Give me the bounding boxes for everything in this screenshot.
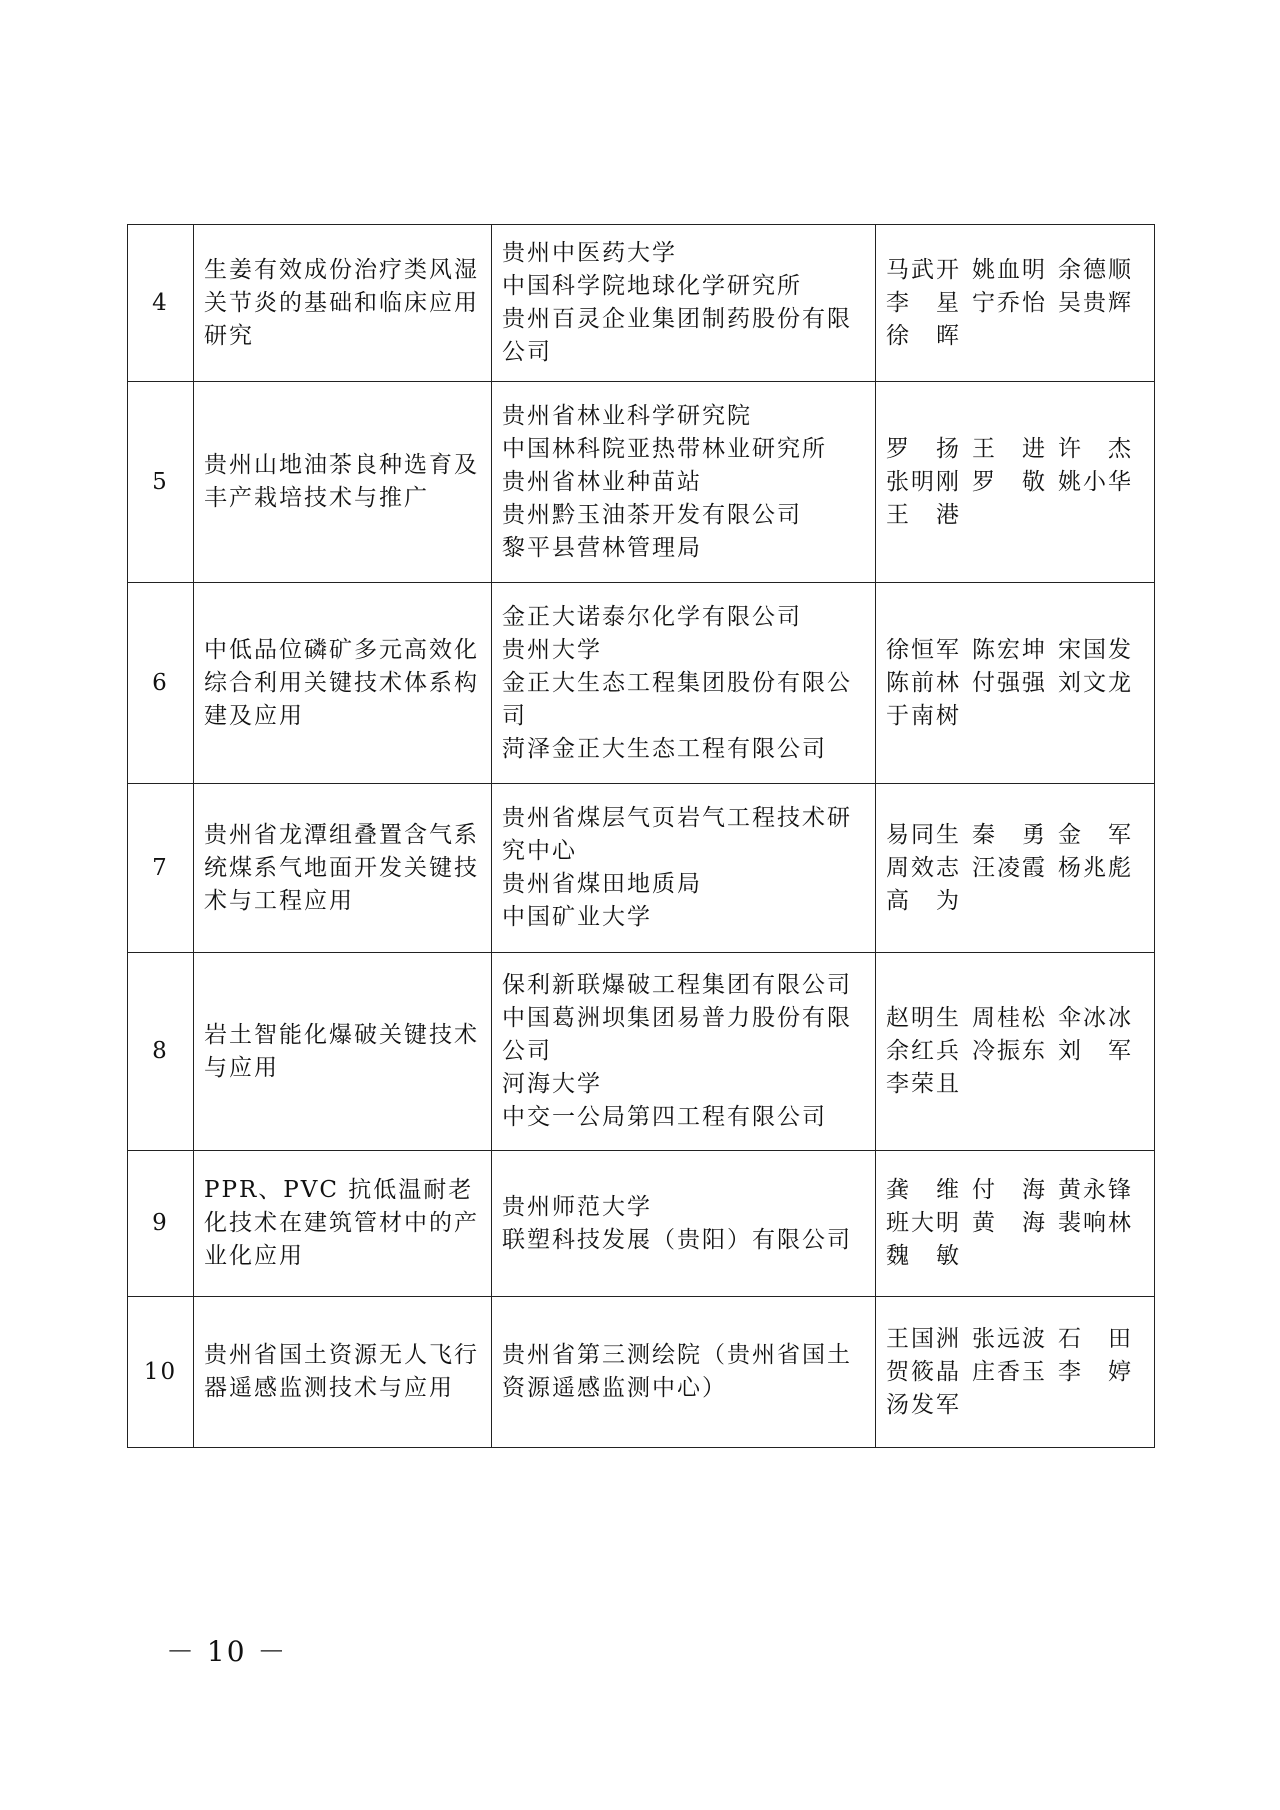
completing-units bbox=[492, 1151, 876, 1297]
table-row bbox=[128, 784, 1155, 953]
person-name: 王 进 bbox=[972, 435, 1047, 462]
person-name: 许 杰 bbox=[1058, 435, 1133, 462]
completing-people bbox=[876, 784, 1155, 953]
person-name: 刘文龙 bbox=[1058, 669, 1133, 696]
table-row bbox=[128, 1151, 1155, 1297]
people-grid bbox=[886, 254, 1144, 353]
project-title: 贵州省龙潭组叠置含气系统煤系气地面开发关键技术与工程应用 bbox=[194, 784, 492, 953]
project-title: 中低品位磷矿多元高效化综合利用关键技术体系构建及应用 bbox=[194, 583, 492, 784]
person-name: 张远波 bbox=[972, 1325, 1047, 1352]
person-name: 陈宏坤 bbox=[972, 636, 1047, 663]
person-name: 刘 军 bbox=[1058, 1038, 1133, 1064]
person-name: 姚小华 bbox=[1058, 468, 1133, 495]
unit-name: 联塑科技发展（贵阳）有限公司 bbox=[502, 1226, 852, 1253]
completing-people bbox=[876, 953, 1155, 1151]
unit-name: 中国矿业大学 bbox=[502, 904, 652, 930]
person-name: 裴响林 bbox=[1058, 1210, 1133, 1236]
person-name: 周效志 bbox=[886, 854, 961, 881]
person-name: 周桂松 bbox=[972, 1005, 1047, 1031]
person-name: 罗 敬 bbox=[972, 468, 1047, 495]
person-name: 庄香玉 bbox=[972, 1358, 1047, 1385]
person-name: 徐 晖 bbox=[886, 322, 961, 349]
unit-name: 河海大学 bbox=[502, 1071, 602, 1097]
table-row bbox=[128, 1297, 1155, 1448]
row-number: 5 bbox=[128, 382, 194, 583]
unit-name: 贵州黔玉油茶开发有限公司 bbox=[502, 501, 802, 528]
person-name: 赵明生 bbox=[886, 1005, 961, 1031]
people-grid bbox=[886, 1323, 1144, 1422]
awards-table bbox=[127, 224, 1155, 1448]
row-number: 7 bbox=[128, 784, 194, 953]
unit-name: 金正大生态工程集团股份有限公司 bbox=[502, 669, 852, 729]
person-name: 伞冰冰 bbox=[1058, 1005, 1133, 1031]
unit-name: 黎平县营林管理局 bbox=[502, 534, 702, 561]
people-grid bbox=[886, 1174, 1144, 1273]
unit-name: 中国科学院地球化学研究所 bbox=[502, 273, 802, 299]
unit-name: 贵州省第三测绘院（贵州省国土资源遥感监测中心） bbox=[502, 1342, 852, 1401]
person-name: 吴贵辉 bbox=[1058, 289, 1133, 316]
person-name: 班大明 bbox=[886, 1210, 961, 1236]
unit-name: 贵州百灵企业集团制药股份有限公司 bbox=[502, 306, 852, 365]
people-grid bbox=[886, 634, 1144, 733]
project-title: 生姜有效成份治疗类风湿关节炎的基础和临床应用研究 bbox=[194, 225, 492, 382]
table-row bbox=[128, 953, 1155, 1151]
person-name: 高 为 bbox=[886, 887, 961, 914]
person-name: 石 田 bbox=[1058, 1325, 1133, 1352]
person-name: 汤发军 bbox=[886, 1391, 961, 1418]
row-number: 4 bbox=[128, 225, 194, 382]
people-grid bbox=[886, 433, 1144, 532]
person-name: 马武开 bbox=[886, 256, 961, 283]
unit-name: 中国林科院亚热带林业研究所 bbox=[502, 435, 827, 462]
people-grid bbox=[886, 1002, 1144, 1101]
completing-units bbox=[492, 583, 876, 784]
unit-name: 贵州大学 bbox=[502, 636, 602, 663]
people-grid bbox=[886, 819, 1144, 918]
person-name: 罗 扬 bbox=[886, 435, 961, 462]
completing-people bbox=[876, 382, 1155, 583]
completing-people bbox=[876, 1297, 1155, 1448]
person-name: 宁乔怡 bbox=[972, 289, 1047, 316]
person-name: 余红兵 bbox=[886, 1038, 961, 1064]
completing-units bbox=[492, 1297, 876, 1448]
person-name: 李 星 bbox=[886, 289, 961, 316]
person-name: 秦 勇 bbox=[972, 821, 1047, 848]
completing-units bbox=[492, 953, 876, 1151]
person-name: 龚 维 bbox=[886, 1177, 961, 1203]
person-name: 黄永锋 bbox=[1058, 1177, 1133, 1203]
person-name: 付强强 bbox=[972, 669, 1047, 696]
page-number: － 10 － bbox=[166, 1635, 288, 1668]
person-name: 宋国发 bbox=[1058, 636, 1133, 663]
table-row bbox=[128, 382, 1155, 583]
unit-name: 贵州师范大学 bbox=[502, 1193, 652, 1220]
person-name: 李 婷 bbox=[1058, 1358, 1133, 1385]
unit-name: 贵州省林业科学研究院 bbox=[502, 402, 752, 429]
person-name: 于南树 bbox=[886, 702, 961, 729]
person-name: 陈前林 bbox=[886, 669, 961, 696]
awards-table-body bbox=[128, 225, 1155, 1448]
row-number: 6 bbox=[128, 583, 194, 784]
row-number: 10 bbox=[128, 1297, 194, 1448]
person-name: 冷振东 bbox=[972, 1038, 1047, 1064]
person-name: 易同生 bbox=[886, 821, 961, 848]
completing-people bbox=[876, 583, 1155, 784]
person-name: 王国洲 bbox=[886, 1325, 961, 1352]
person-name: 黄 海 bbox=[972, 1210, 1047, 1236]
unit-name: 贵州中医药大学 bbox=[502, 240, 677, 266]
project-title: 岩土智能化爆破关键技术与应用 bbox=[194, 953, 492, 1151]
table-row bbox=[128, 583, 1155, 784]
person-name: 付 海 bbox=[972, 1177, 1047, 1203]
unit-name: 中国葛洲坝集团易普力股份有限公司 bbox=[502, 1005, 852, 1064]
project-title: 贵州省国土资源无人飞行器遥感监测技术与应用 bbox=[194, 1297, 492, 1448]
completing-people bbox=[876, 1151, 1155, 1297]
completing-units bbox=[492, 784, 876, 953]
person-name: 李荣且 bbox=[886, 1071, 961, 1097]
unit-name: 中交一公局第四工程有限公司 bbox=[502, 1104, 827, 1130]
person-name: 汪凌霞 bbox=[972, 854, 1047, 881]
person-name: 杨兆彪 bbox=[1058, 854, 1133, 881]
person-name: 余德顺 bbox=[1058, 256, 1133, 283]
person-name: 魏 敏 bbox=[886, 1243, 961, 1269]
completing-people bbox=[876, 225, 1155, 382]
project-title: PPR、PVC 抗低温耐老化技术在建筑管材中的产业化应用 bbox=[194, 1151, 492, 1297]
unit-name: 保利新联爆破工程集团有限公司 bbox=[502, 972, 852, 998]
project-title: 贵州山地油茶良种选育及丰产栽培技术与推广 bbox=[194, 382, 492, 583]
person-name: 贺筱晶 bbox=[886, 1358, 961, 1385]
person-name: 徐恒军 bbox=[886, 636, 961, 663]
person-name: 姚血明 bbox=[972, 256, 1047, 283]
person-name: 张明刚 bbox=[886, 468, 961, 495]
person-name: 金 军 bbox=[1058, 821, 1133, 848]
person-name: 王 港 bbox=[886, 501, 961, 528]
row-number: 9 bbox=[128, 1151, 194, 1297]
unit-name: 菏泽金正大生态工程有限公司 bbox=[502, 735, 827, 762]
completing-units bbox=[492, 382, 876, 583]
unit-name: 贵州省煤层气页岩气工程技术研究中心 bbox=[502, 805, 852, 864]
unit-name: 金正大诺泰尔化学有限公司 bbox=[502, 603, 802, 630]
unit-name: 贵州省林业种苗站 bbox=[502, 468, 702, 495]
completing-units bbox=[492, 225, 876, 382]
unit-name: 贵州省煤田地质局 bbox=[502, 871, 702, 897]
row-number: 8 bbox=[128, 953, 194, 1151]
table-row bbox=[128, 225, 1155, 382]
